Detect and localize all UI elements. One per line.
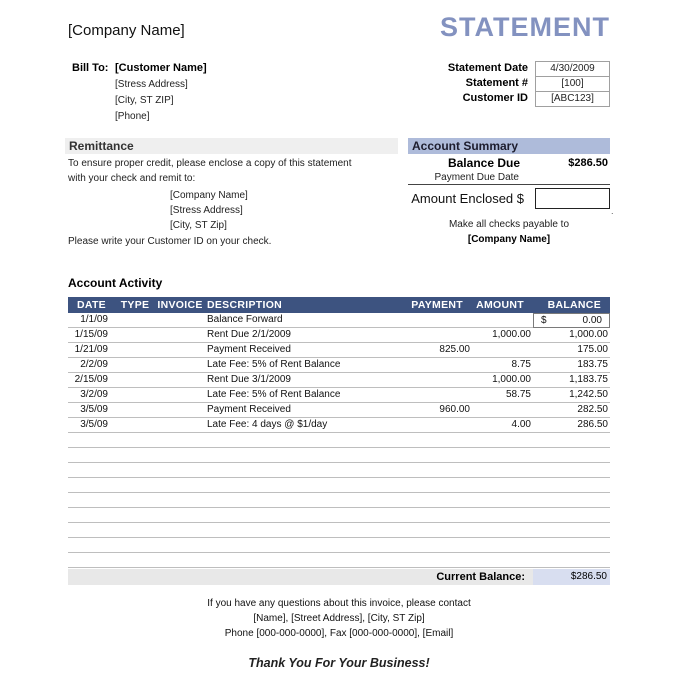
statement-date-row (418, 61, 610, 77)
cell-balance: 1,183.75 (569, 374, 608, 385)
cell-amount: 1,000.00 (492, 374, 531, 385)
cell-payment (395, 313, 472, 327)
table-row (68, 373, 610, 388)
remittance-section-header: Remittance (65, 138, 398, 154)
remittance-instruction-1: To ensure proper credit, please enclose a copy of this statement (68, 158, 352, 169)
amount-enclosed-label: Amount Enclosed $ (411, 190, 524, 206)
cell-invoice (155, 358, 205, 372)
remit-company: [Company Name] (170, 190, 248, 201)
cell-invoice (155, 403, 205, 417)
footer-contact-line-3: Phone [000-000-0000], Fax [000-000-0000], [Email] (224, 628, 454, 639)
empty-table-row (68, 508, 610, 523)
cell-amount (472, 343, 533, 357)
footer-thanks-message: Thank You For Your Business! (248, 656, 430, 670)
empty-table-row (68, 538, 610, 553)
cell-amount (472, 403, 533, 417)
bill-to-customer-name: [Customer Name] (115, 62, 207, 74)
statement-date-label: Statement Date (447, 62, 528, 74)
checks-payable-name: [Company Name] (467, 234, 551, 245)
account-summary-section-header: Account Summary (408, 138, 610, 154)
empty-table-row (68, 553, 610, 568)
statement-date-value: 4/30/2009 (535, 61, 610, 77)
cell-invoice (155, 328, 205, 342)
cell-payment (395, 358, 472, 372)
cell-type (115, 418, 155, 432)
cell-description: Late Fee: 5% of Rent Balance (207, 389, 341, 400)
current-balance-label: Current Balance: (436, 571, 525, 583)
cell-invoice (155, 418, 205, 432)
table-row (68, 358, 610, 373)
cell-date: 2/2/09 (80, 359, 108, 370)
remittance-note: Please write your Customer ID on your check. (68, 236, 272, 247)
empty-table-row (68, 433, 610, 448)
cell-payment (395, 388, 472, 402)
footer-contact-line-1: If you have any questions about this invoice, please contact (207, 598, 471, 609)
cell-description: Payment Received (207, 344, 291, 355)
cell-date: 1/15/09 (74, 329, 108, 340)
cell-balance-boxed (533, 313, 610, 328)
bill-to-block (115, 62, 207, 127)
remit-address: [Stress Address] (170, 205, 243, 216)
cell-date: 3/2/09 (80, 389, 108, 400)
cell-balance: 282.50 (577, 404, 608, 415)
balance-due-value: $286.50 (568, 157, 608, 169)
remittance-address-block (170, 190, 248, 235)
account-activity-title: Account Activity (68, 276, 163, 290)
cell-balance: 286.50 (577, 419, 608, 430)
balance-currency: $ (541, 315, 547, 326)
cell-type (115, 313, 155, 327)
stray-mark: . (611, 206, 614, 216)
balance-value: 0.00 (582, 315, 602, 326)
statement-number-label: Statement # (465, 77, 528, 89)
cell-type (115, 403, 155, 417)
company-name: [Company Name] (68, 22, 185, 39)
cell-payment (395, 328, 472, 342)
column-header-amount: AMOUNT (476, 299, 524, 311)
cell-type (115, 373, 155, 387)
cell-description: Balance Forward (207, 314, 283, 325)
statement-title: STATEMENT (440, 12, 610, 42)
cell-type (115, 328, 155, 342)
cell-amount: 4.00 (511, 419, 531, 430)
empty-table-row (68, 493, 610, 508)
cell-type (115, 358, 155, 372)
cell-payment (395, 373, 472, 387)
cell-description: Rent Due 3/1/2009 (207, 374, 291, 385)
amount-enclosed-row (408, 184, 610, 211)
checks-payable-line: Make all checks payable to (448, 219, 570, 230)
account-activity-table (68, 297, 610, 585)
column-header-description: DESCRIPTION (207, 299, 283, 311)
cell-date: 1/21/09 (74, 344, 108, 355)
cell-date: 2/15/09 (74, 374, 108, 385)
table-row (68, 403, 610, 418)
column-header-payment: PAYMENT (411, 299, 463, 311)
table-header-row (68, 297, 610, 313)
bill-to-label: Bill To: (72, 62, 109, 74)
statement-fields (418, 61, 610, 106)
customer-id-label: Customer ID (462, 92, 528, 104)
statement-number-value: [100] (535, 76, 610, 92)
cell-description: Payment Received (207, 404, 291, 415)
amount-enclosed-input[interactable] (535, 188, 610, 209)
payment-due-date-label: Payment Due Date (434, 172, 519, 183)
column-header-balance: BALANCE (547, 299, 601, 311)
column-header-invoice: INVOICE (157, 299, 203, 311)
customer-id-value: [ABC123] (535, 91, 610, 107)
empty-table-row (68, 478, 610, 493)
column-header-date: DATE (76, 299, 106, 311)
cell-invoice (155, 388, 205, 402)
cell-balance: 1,242.50 (569, 389, 608, 400)
cell-balance: 1,000.00 (569, 329, 608, 340)
cell-description: Late Fee: 5% of Rent Balance (207, 359, 341, 370)
cell-invoice (155, 373, 205, 387)
balance-due-label: Balance Due (447, 156, 520, 170)
bill-to-address: [Stress Address] (115, 79, 188, 90)
cell-payment (395, 418, 472, 432)
table-row (68, 343, 610, 358)
cell-balance: 183.75 (577, 359, 608, 370)
footer (68, 598, 610, 670)
cell-balance: 175.00 (577, 344, 608, 355)
cell-amount (472, 313, 533, 327)
bill-to-phone: [Phone] (115, 111, 150, 122)
bill-to-city: [City, ST ZIP] (115, 95, 174, 106)
remit-city: [City, ST Zip] (170, 220, 227, 231)
cell-date: 3/5/09 (80, 404, 108, 415)
cell-date: 1/1/09 (80, 314, 108, 325)
table-row (68, 313, 610, 328)
remittance-instruction-2: with your check and remit to: (68, 173, 196, 184)
table-row (68, 328, 610, 343)
cell-amount: 58.75 (505, 389, 531, 400)
cell-invoice (155, 313, 205, 327)
cell-description: Late Fee: 4 days @ $1/day (207, 419, 328, 430)
current-balance-row (68, 569, 610, 585)
cell-type (115, 388, 155, 402)
cell-payment: 960.00 (439, 404, 470, 415)
statement-number-row (418, 76, 610, 92)
empty-table-row (68, 448, 610, 463)
cell-payment: 825.00 (439, 344, 470, 355)
cell-type (115, 343, 155, 357)
customer-id-row (418, 91, 610, 107)
cell-date: 3/5/09 (80, 419, 108, 430)
current-balance-value: $286.50 (533, 569, 610, 585)
cell-invoice (155, 343, 205, 357)
table-row (68, 388, 610, 403)
footer-contact-line-2: [Name], [Street Address], [City, ST Zip] (253, 613, 425, 624)
column-header-type: TYPE (120, 299, 150, 311)
table-row (68, 418, 610, 433)
cell-amount: 8.75 (511, 359, 531, 370)
empty-table-row (68, 463, 610, 478)
cell-description: Rent Due 2/1/2009 (207, 329, 291, 340)
empty-table-row (68, 523, 610, 538)
cell-amount: 1,000.00 (492, 329, 531, 340)
